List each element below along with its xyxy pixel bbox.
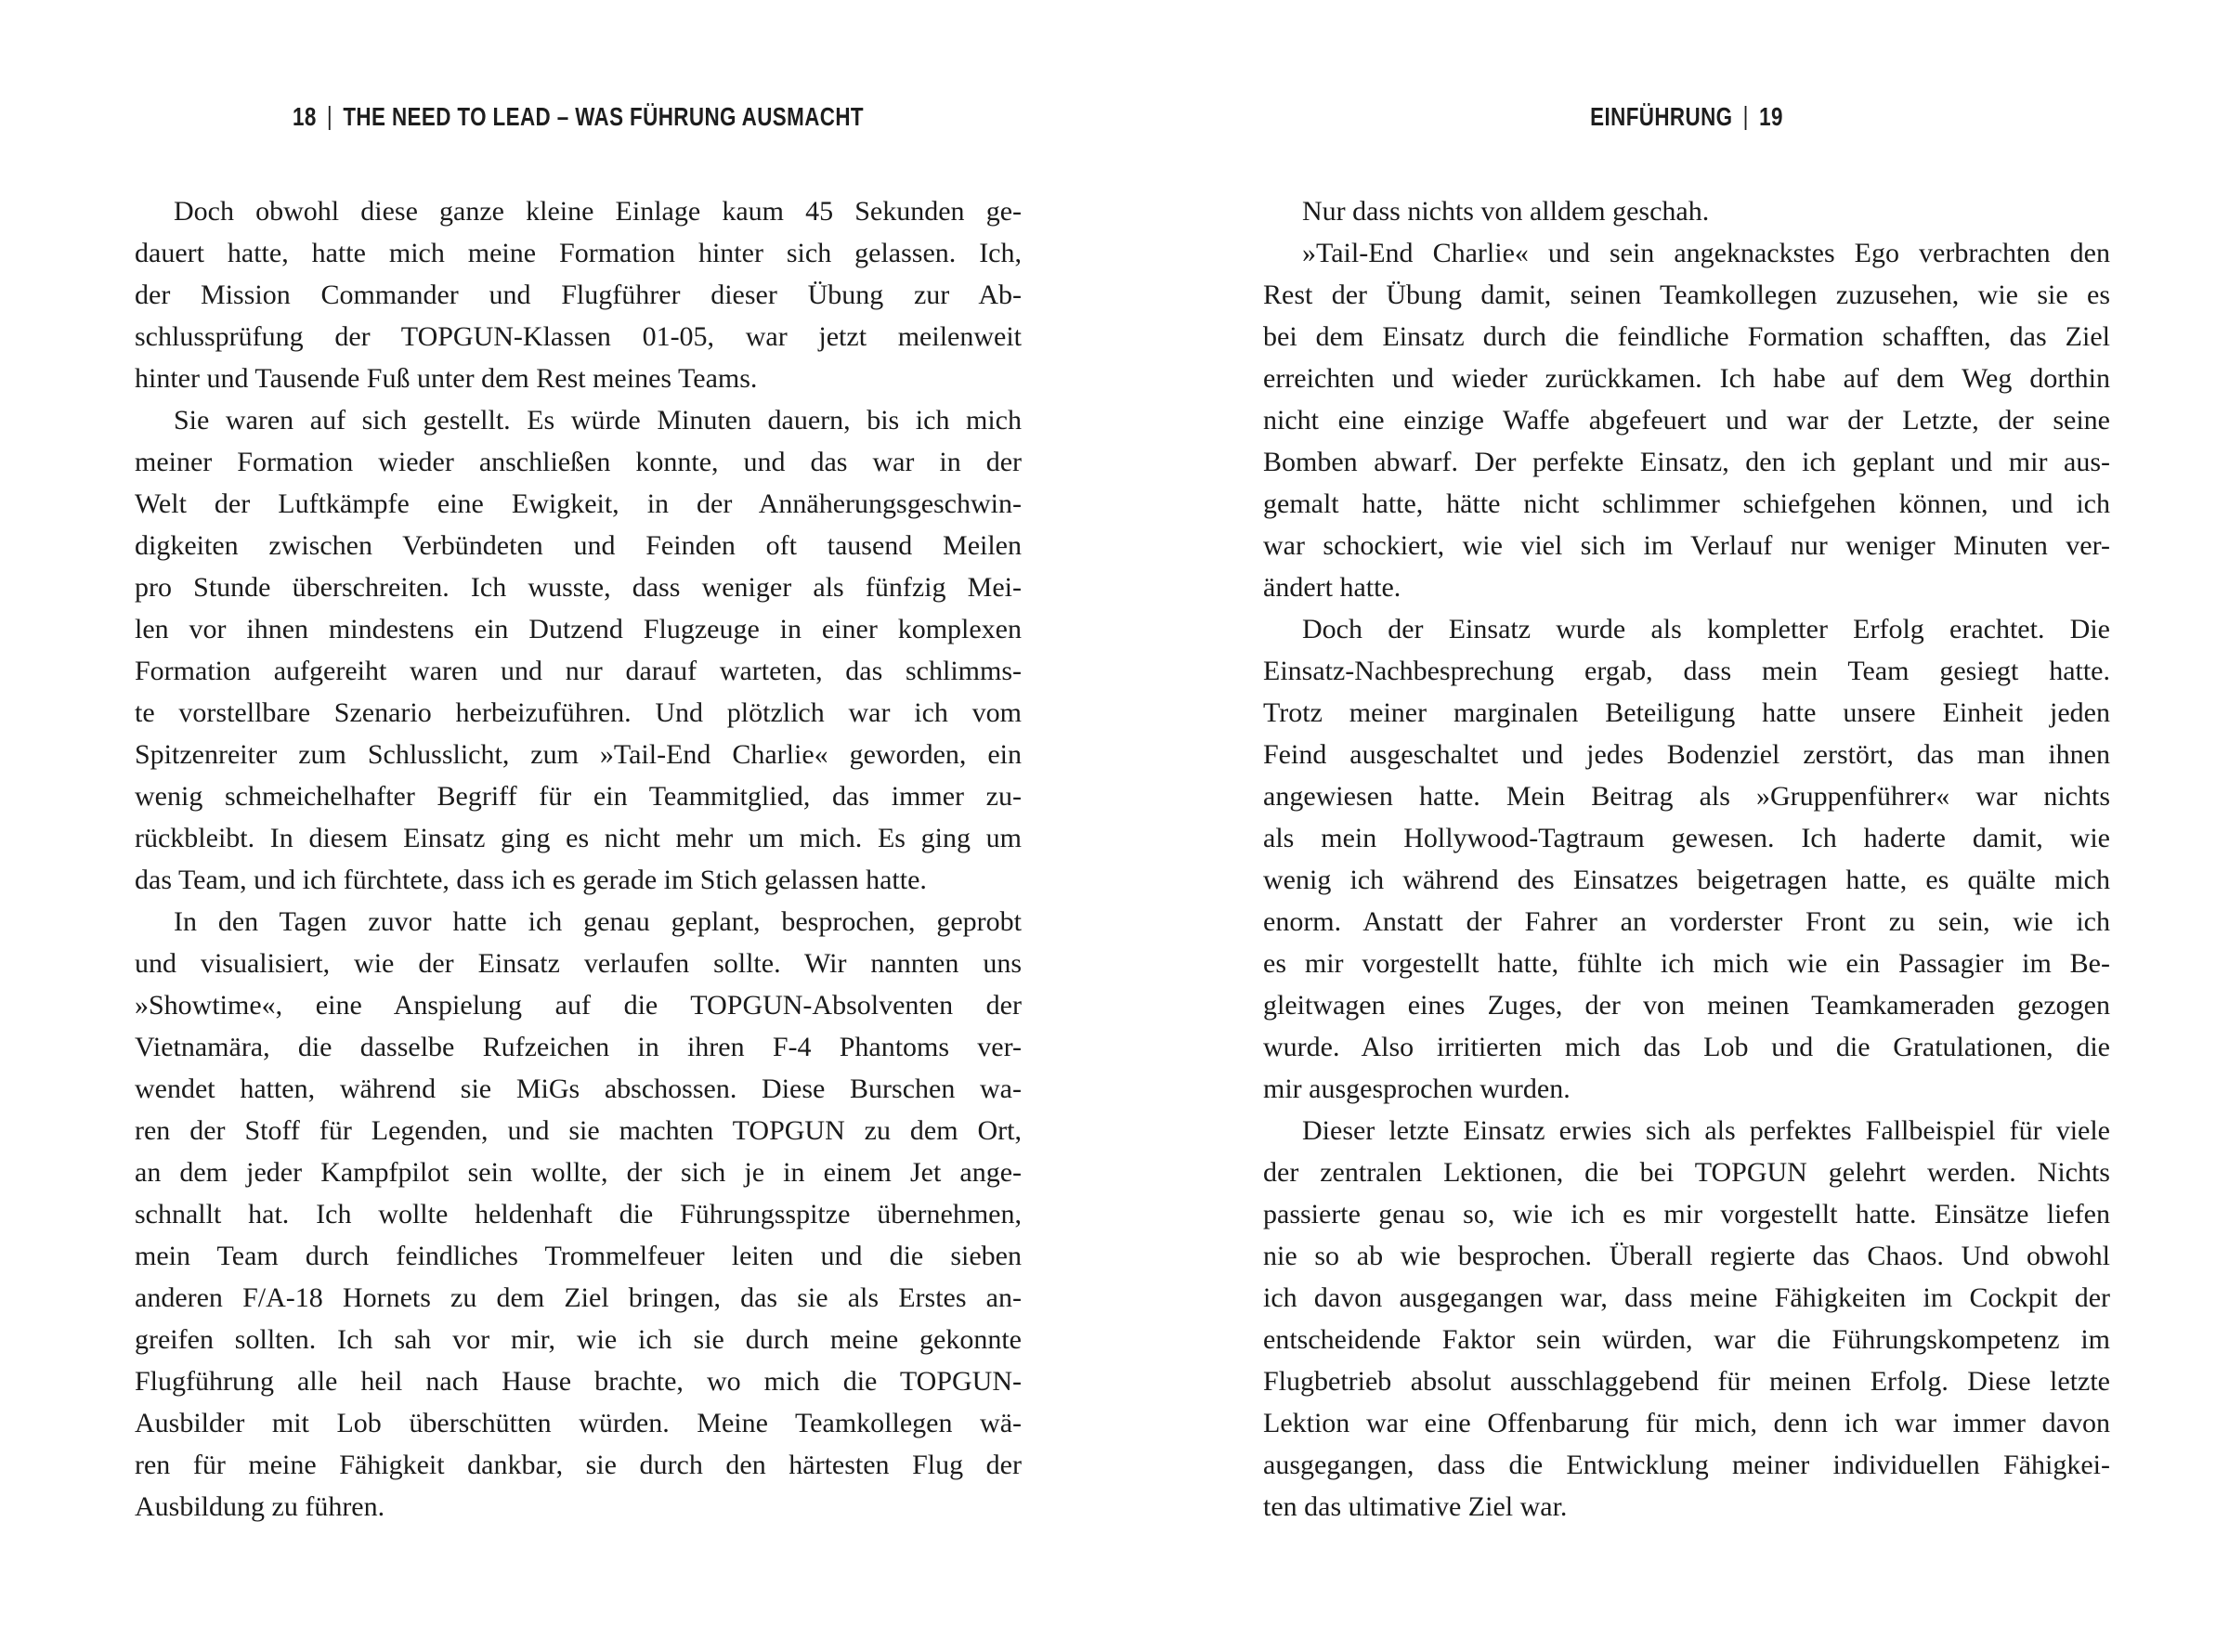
- text-line: bei dem Einsatz durch die feindliche Formation schafften, das Ziel: [1263, 321, 2110, 352]
- text-line: Formation aufgereiht waren und nur darauf warteten, das schlimms-: [135, 656, 1022, 686]
- text-line: Ausbildung zu führen.: [135, 1491, 385, 1522]
- text-line: mein Team durch feindliches Trommelfeuer leiten und die sieben: [135, 1241, 1022, 1271]
- text-line: gemalt hatte, hätte nicht schlimmer schiefgehen können, und ich: [1263, 488, 2110, 519]
- paragraph: [1263, 1110, 2110, 1528]
- right-running-head: [1348, 102, 2026, 132]
- text-line: Flugbetrieb absolut ausschlaggebend für meinen Erfolg. Diese letzte: [1263, 1366, 2110, 1397]
- left-body-text: [135, 190, 1022, 1528]
- text-line: wendet hatten, während sie MiGs abschossen. Diese Burschen wa-: [135, 1073, 1022, 1104]
- text-line: Dieser letzte Einsatz erwies sich als perfektes Fallbeispiel für viele: [1302, 1115, 2110, 1146]
- text-line: digkeiten zwischen Verbündeten und Feinden oft tausend Meilen: [135, 530, 1022, 561]
- text-line: ren für meine Fähigkeit dankbar, sie durch den härtesten Flug der: [135, 1450, 1022, 1480]
- right-header-title: EINFÜHRUNG: [1590, 102, 1733, 131]
- text-line: wenig ich während des Einsatzes beigetragen hatte, es quälte mich: [1263, 865, 2110, 895]
- paragraph: [1263, 232, 2110, 608]
- text-line: ren der Stoff für Legenden, und sie machten TOPGUN zu dem Ort,: [135, 1115, 1022, 1146]
- text-line: Doch der Einsatz wurde als kompletter Erfolg erachtet. Die: [1302, 614, 2110, 644]
- text-line: len vor ihnen mindestens ein Dutzend Flugzeuge in einer komplexen: [135, 614, 1022, 644]
- text-line: anderen F/A-18 Hornets zu dem Ziel bringen, das sie als Erstes an-: [135, 1282, 1022, 1313]
- text-line: das Team, und ich fürchtete, dass ich es gerade im Stich gelassen hatte.: [135, 865, 927, 895]
- text-line: nicht eine einzige Waffe abgefeuert und war der Letzte, der seine: [1263, 405, 2110, 436]
- paragraph: [1263, 190, 2110, 232]
- text-line: mir ausgesprochen wurden.: [1263, 1073, 1571, 1104]
- text-line: In den Tagen zuvor hatte ich genau geplant, besprochen, geprobt: [174, 906, 1022, 937]
- paragraph: [1263, 608, 2110, 1110]
- text-line: ändert hatte.: [1263, 572, 1401, 603]
- text-line: rückbleibt. In diesem Einsatz ging es nicht mehr um mich. Es ging um: [135, 823, 1022, 853]
- left-page-number: 18: [292, 102, 317, 131]
- paragraph: [135, 901, 1022, 1528]
- text-line: war schockiert, wie viel sich im Verlauf nur weniger Minuten ver-: [1263, 530, 2110, 561]
- text-line: ten das ultimative Ziel war.: [1263, 1491, 1568, 1522]
- text-line: enorm. Anstatt der Fahrer an vorderster Front zu sein, wie ich: [1263, 906, 2110, 937]
- text-line: an dem jeder Kampfpilot sein wollte, der sich je in einem Jet ange-: [135, 1157, 1022, 1188]
- left-header-separator: |: [326, 101, 333, 130]
- text-line: Ausbilder mit Lob überschütten würden. Meine Teamkollegen wä-: [135, 1408, 1022, 1438]
- text-line: als mein Hollywood-Tagtraum gewesen. Ich haderte damit, wie: [1263, 823, 2110, 853]
- text-line: Feind ausgeschaltet und jedes Bodenziel zerstört, das man ihnen: [1263, 739, 2110, 770]
- text-line: greifen sollten. Ich sah vor mir, wie ich sie durch meine gekonnte: [135, 1324, 1022, 1355]
- text-line: Spitzenreiter zum Schlusslicht, zum »Tail-End Charlie« geworden, ein: [135, 739, 1022, 770]
- text-line: ich davon ausgegangen war, dass meine Fähigkeiten im Cockpit der: [1263, 1282, 2110, 1313]
- text-line: Einsatz-Nachbesprechung ergab, dass mein Team gesiegt hatte.: [1263, 656, 2110, 686]
- left-running-head: [224, 102, 933, 132]
- page-right: [1263, 0, 2110, 1652]
- text-line: Welt der Luftkämpfe eine Ewigkeit, in der Annäherungsgeschwin-: [135, 488, 1022, 519]
- text-line: wenig schmeichelhafter Begriff für ein Teammitglied, das immer zu-: [135, 781, 1022, 812]
- text-line: schlussprüfung der TOPGUN-Klassen 01-05, war jetzt meilenweit: [135, 321, 1022, 352]
- text-line: der zentralen Lektionen, die bei TOPGUN gelehrt werden. Nichts: [1263, 1157, 2110, 1188]
- text-line: te vorstellbare Szenario herbeizuführen. Und plötzlich war ich vom: [135, 697, 1022, 728]
- text-line: »Tail-End Charlie« und sein angeknackstes Ego verbrachten den: [1302, 238, 2110, 268]
- text-line: Trotz meiner marginalen Beteiligung hatte unsere Einheit jeden: [1263, 697, 2110, 728]
- text-line: Bomben abwarf. Der perfekte Einsatz, den ich geplant und mir aus-: [1263, 447, 2110, 477]
- text-line: es mir vorgestellt hatte, fühlte ich mich wie ein Passagier im Be-: [1263, 948, 2110, 979]
- text-line: der Mission Commander und Flugführer dieser Übung zur Ab-: [135, 280, 1022, 310]
- text-line: Doch obwohl diese ganze kleine Einlage kaum 45 Sekunden ge-: [174, 196, 1022, 227]
- text-line: »Showtime«, eine Anspielung auf die TOPGUN-Absolventen der: [135, 990, 1022, 1021]
- text-line: entscheidende Faktor sein würden, war die Führungskompetenz im: [1263, 1324, 2110, 1355]
- text-line: und visualisiert, wie der Einsatz verlaufen sollte. Wir nannten uns: [135, 948, 1022, 979]
- text-line: gleitwagen eines Zuges, der von meinen Teamkameraden gezogen: [1263, 990, 2110, 1021]
- right-page-number: 19: [1759, 102, 1783, 131]
- paragraph: [135, 399, 1022, 901]
- text-line: erreichten und wieder zurückkamen. Ich habe auf dem Weg dorthin: [1263, 363, 2110, 394]
- text-line: schnallt hat. Ich wollte heldenhaft die Führungsspitze übernehmen,: [135, 1199, 1022, 1229]
- text-line: Lektion war eine Offenbarung für mich, denn ich war immer davon: [1263, 1408, 2110, 1438]
- text-line: Rest der Übung damit, seinen Teamkollegen zuzusehen, wie sie es: [1263, 280, 2110, 310]
- text-line: Vietnamära, die dasselbe Rufzeichen in ihren F-4 Phantoms ver-: [135, 1032, 1022, 1062]
- right-header-separator: |: [1742, 101, 1749, 130]
- text-line: Nur dass nichts von alldem geschah.: [1302, 196, 1710, 227]
- text-line: hinter und Tausende Fuß unter dem Rest meines Teams.: [135, 363, 758, 394]
- text-line: ausgegangen, dass die Entwicklung meiner individuellen Fähigkei-: [1263, 1450, 2110, 1480]
- left-header-title: THE NEED TO LEAD – WAS FÜHRUNG AUSMACHT: [343, 102, 865, 131]
- text-line: dauert hatte, hatte mich meine Formation hinter sich gelassen. Ich,: [135, 238, 1022, 268]
- text-line: nie so ab wie besprochen. Überall regierte das Chaos. Und obwohl: [1263, 1241, 2110, 1271]
- text-line: meiner Formation wieder anschließen konnte, und das war in der: [135, 447, 1022, 477]
- text-line: wurde. Also irritierten mich das Lob und die Gratulationen, die: [1263, 1032, 2110, 1062]
- text-line: Flugführung alle heil nach Hause brachte, wo mich die TOPGUN-: [135, 1366, 1022, 1397]
- text-line: angewiesen hatte. Mein Beitrag als »Gruppenführer« war nichts: [1263, 781, 2110, 812]
- page-left: [135, 0, 1022, 1652]
- paragraph: [135, 190, 1022, 399]
- text-line: pro Stunde überschreiten. Ich wusste, dass weniger als fünfzig Mei-: [135, 572, 1022, 603]
- text-line: passierte genau so, wie ich es mir vorgestellt hatte. Einsätze liefen: [1263, 1199, 2110, 1229]
- right-body-text: [1263, 190, 2110, 1528]
- text-line: Sie waren auf sich gestellt. Es würde Minuten dauern, bis ich mich: [174, 405, 1022, 436]
